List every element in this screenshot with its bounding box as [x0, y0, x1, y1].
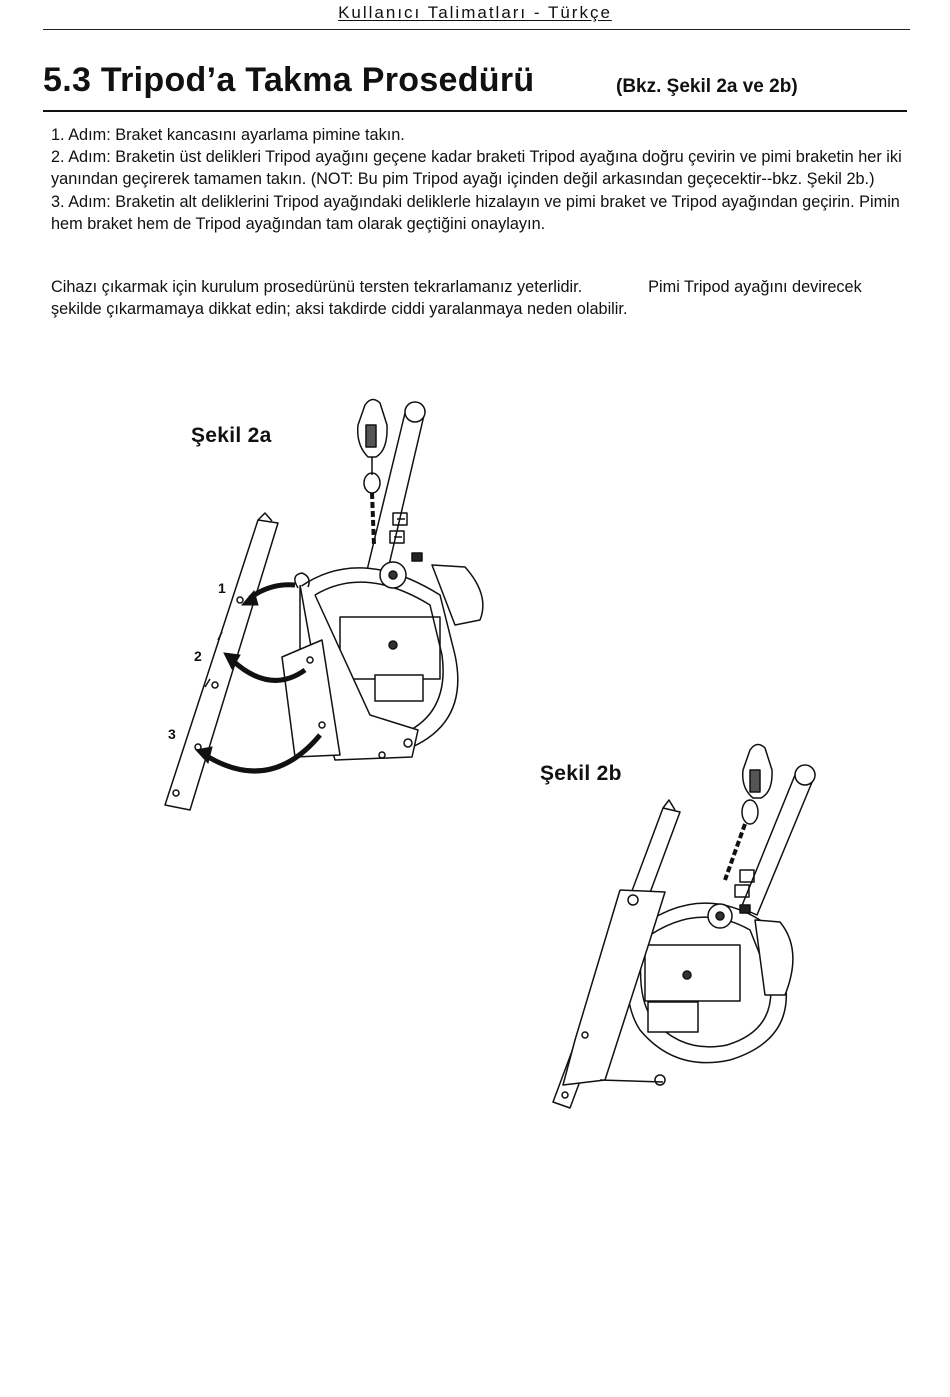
header-rule — [43, 29, 910, 30]
step-3: 3. Adım: Braketin alt deliklerini Tripod ayağındaki deliklerle hizalayın ve pimi braket ve Tripod ayağından geçirin. Pimin hem braket hem de Tripod ayağından tam olarak geçtiğini onaylayın. — [51, 192, 900, 233]
title-rule — [43, 110, 907, 112]
step-1: 1. Adım: Braket kancasını ayarlama pimine takın. — [51, 126, 405, 144]
step-number-2: 2 — [194, 648, 202, 664]
section-title: 5.3 Tripod’a Takma Prosedürü — [43, 61, 535, 99]
step-number-3: 3 — [168, 726, 176, 742]
figure-2a-label: Şekil 2a — [191, 424, 272, 447]
figure-2b-illustration — [545, 740, 845, 1120]
figure-2b-label: Şekil 2b — [540, 762, 622, 785]
step-2: 2. Adım: Braketin üst delikleri Tripod ayağını geçene kadar braketi Tripod ayağına doğru çevirin ve pimi braketin her iki yanından geçirerek tamamen takın. (NOT: Bu pim Tripod ayağı içinden değil arkasından geçecektir--bkz. Şekil 2b.) — [51, 148, 902, 189]
step-number-1: 1 — [218, 580, 226, 596]
figure-2a-illustration — [150, 395, 510, 825]
removal-warning: Pimi Tripod ayağını devirecek şekilde çıkarmamaya dikkat edin; aksi takdirde ciddi yaralanmaya neden olabilir. — [51, 278, 862, 319]
removal-notice — [51, 276, 911, 320]
removal-text: Cihazı çıkarmak için kurulum prosedürünü tersten tekrarlamanız yeterlidir. — [51, 278, 583, 296]
running-header: Kullanıcı Talimatları - Türkçe — [338, 3, 612, 22]
procedure-steps — [51, 124, 911, 235]
figure-reference: (Bkz. Şekil 2a ve 2b) — [616, 76, 798, 97]
